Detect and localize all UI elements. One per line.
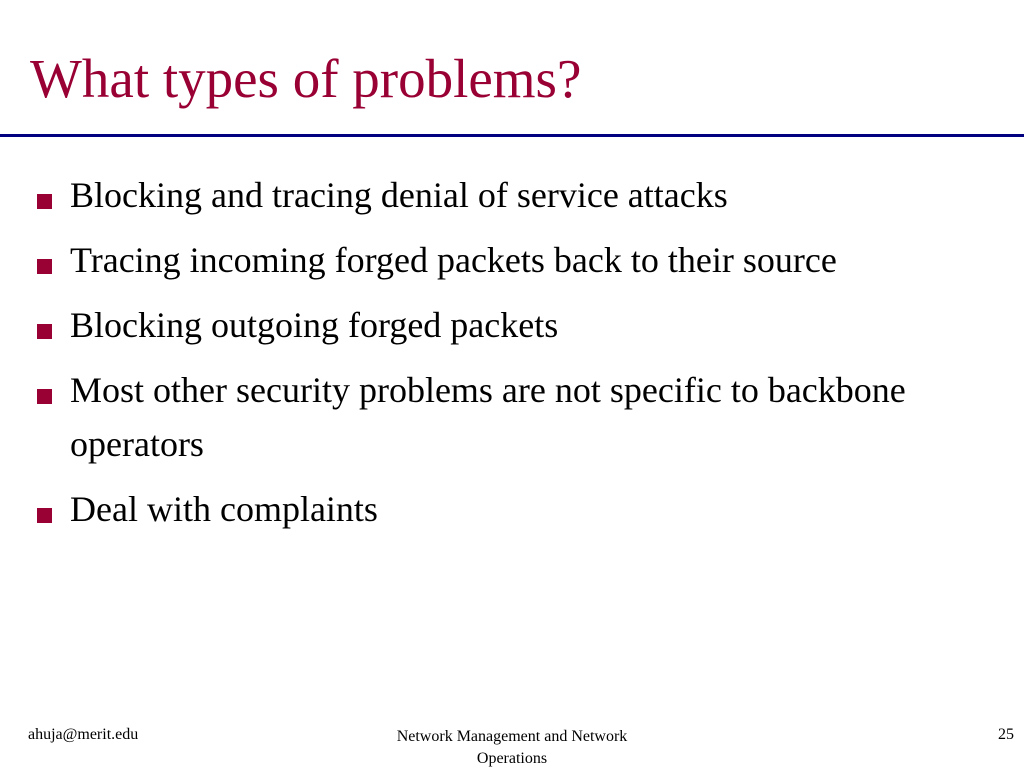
square-bullet-icon: [37, 389, 52, 404]
title-divider: [0, 134, 1024, 137]
square-bullet-icon: [37, 324, 52, 339]
square-bullet-icon: [37, 194, 52, 209]
slide-title: What types of problems?: [30, 48, 582, 109]
bullet-item: [32, 233, 982, 287]
bullet-item: [32, 482, 982, 536]
bullet-text: Tracing incoming forged packets back to their source: [70, 240, 837, 280]
footer-email: ahuja@merit.edu: [28, 726, 139, 743]
bullet-list: [32, 168, 982, 547]
bullet-text: Deal with complaints: [70, 489, 378, 529]
footer-course-title: Network Management and Network Operations: [396, 728, 628, 767]
bullet-item: [32, 298, 982, 352]
bullet-text: Most other security problems are not specific to backbone operators: [70, 370, 906, 464]
bullet-text: Blocking and tracing denial of service attacks: [70, 175, 728, 215]
bullet-item: [32, 168, 982, 222]
bullet-text: Blocking outgoing forged packets: [70, 305, 559, 345]
bullet-item: [32, 363, 982, 471]
square-bullet-icon: [37, 508, 52, 523]
page-number: 25: [998, 726, 1014, 743]
square-bullet-icon: [37, 259, 52, 274]
